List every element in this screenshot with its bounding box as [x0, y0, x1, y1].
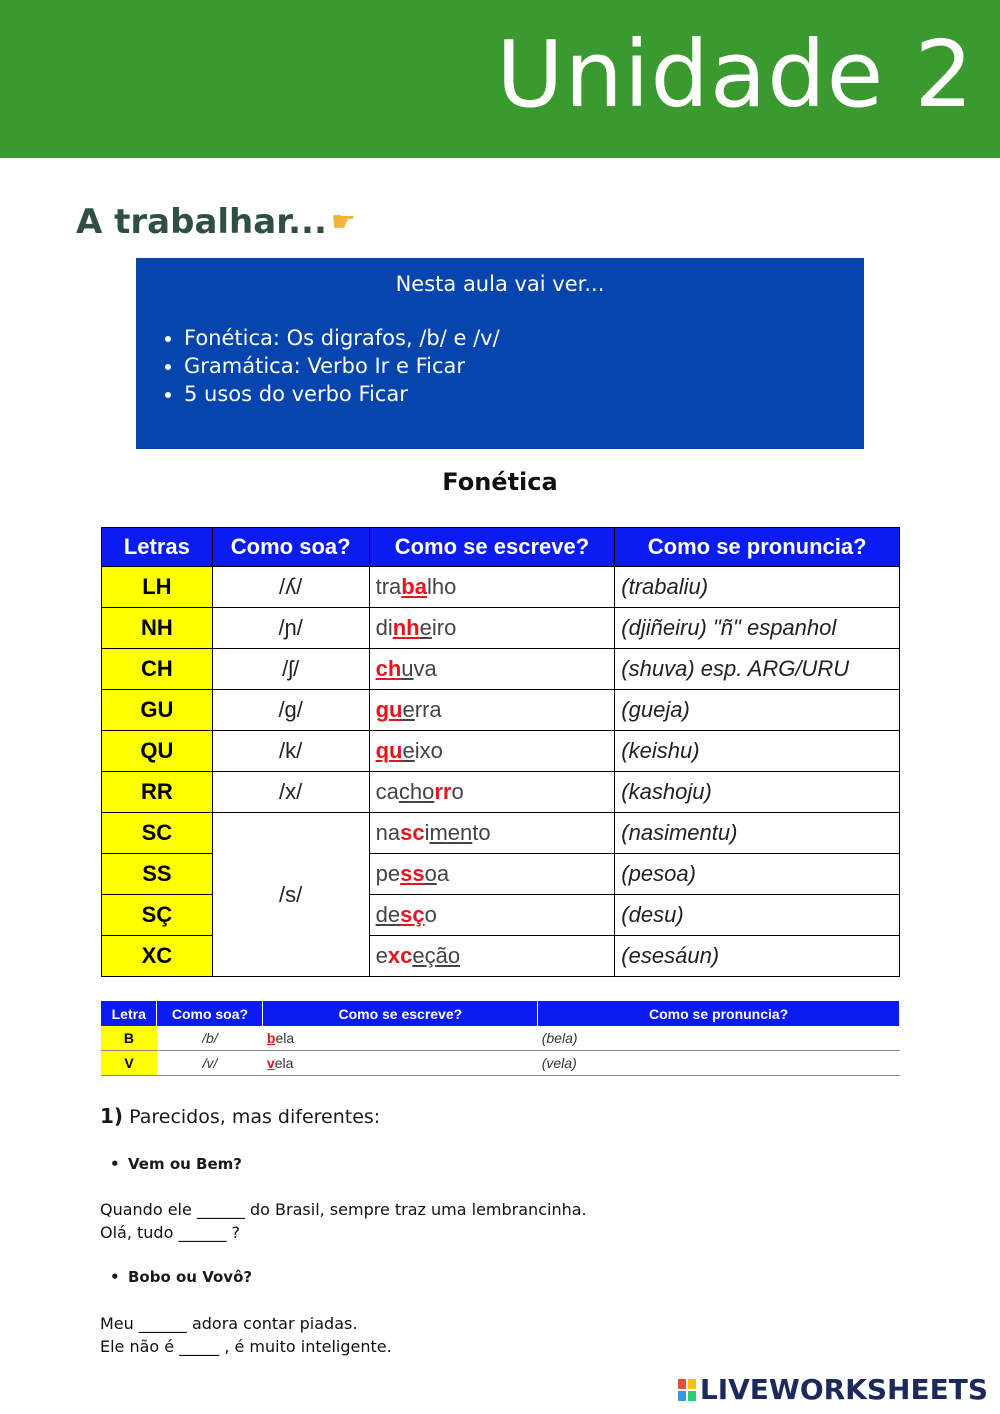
letter-cell: CH [102, 649, 213, 690]
letter-cell: SC [102, 813, 213, 854]
overview-title: Nesta aula vai ver... [395, 272, 605, 296]
spelling-cell: bela [263, 1026, 538, 1051]
letter-cell: V [101, 1051, 157, 1076]
table-header-row [102, 528, 900, 567]
digraph-table [101, 527, 900, 977]
overview-item: • Fonética: Os digrafos, /b/ e /v/ [184, 324, 864, 352]
sound-cell: /g/ [212, 690, 369, 731]
bullet-icon: • [110, 1268, 120, 1286]
unit-title: Unidade 2 [496, 21, 974, 128]
spelling-cell: pessoa [369, 854, 615, 895]
exercise-group-label [110, 1155, 242, 1173]
column-header-sound: Como soa? [212, 528, 369, 567]
header-banner [0, 0, 1000, 158]
pronunciation-cell: (kashoju) [615, 772, 900, 813]
column-header-letter: Letra [101, 1001, 157, 1026]
bullet-icon: • [110, 1155, 120, 1173]
column-header-pronunciation: Como se pronuncia? [615, 528, 900, 567]
letter-cell: SÇ [102, 895, 213, 936]
exercise-sentence: Olá, tudo ______ ? [100, 1223, 241, 1242]
spelling-cell: dinheiro [369, 608, 615, 649]
column-header-pronunciation: Como se pronuncia? [538, 1001, 900, 1026]
spelling-cell: desço [369, 895, 615, 936]
pronunciation-cell: (shuva) esp. ARG/URU [615, 649, 900, 690]
sound-cell: /v/ [157, 1051, 263, 1076]
column-header-letters: Letras [102, 528, 213, 567]
pronunciation-cell: (esesáun) [615, 936, 900, 977]
table-row [102, 567, 900, 608]
spelling-cell: exceção [369, 936, 615, 977]
pronunciation-cell: (desu) [615, 895, 900, 936]
pronunciation-cell: (gueja) [615, 690, 900, 731]
letter-cell: RR [102, 772, 213, 813]
spelling-cell: vela [263, 1051, 538, 1076]
table-row [102, 813, 900, 854]
table-row [102, 608, 900, 649]
overview-list [136, 324, 864, 408]
exercise-number: 1) [100, 1104, 124, 1128]
sound-cell: /k/ [212, 731, 369, 772]
brand-logo [678, 1373, 988, 1406]
sound-cell: /s/ [212, 813, 369, 977]
table-row [101, 1026, 900, 1051]
group-label-text: Vem ou Bem? [128, 1155, 242, 1173]
section-heading [76, 202, 356, 242]
letter-cell: QU [102, 731, 213, 772]
sound-cell: /x/ [212, 772, 369, 813]
spelling-cell: nascimento [369, 813, 615, 854]
exercise-sentence: Meu ______ adora contar piadas. [100, 1314, 358, 1333]
table-row [102, 731, 900, 772]
letter-cell: SS [102, 854, 213, 895]
letter-cell: B [101, 1026, 157, 1051]
pronunciation-cell: (pesoa) [615, 854, 900, 895]
table-row [101, 1051, 900, 1076]
exercise-sentence: Ele não é _____ , é muito inteligente. [100, 1337, 392, 1356]
exercise-heading [100, 1104, 380, 1128]
letter-cell: LH [102, 567, 213, 608]
pronunciation-cell: (bela) [538, 1026, 900, 1051]
brand-name: LIVEWORKSHEETS [699, 1373, 988, 1406]
pronunciation-cell: (trabaliu) [615, 567, 900, 608]
table-row [102, 649, 900, 690]
exercise-sentence: Quando ele ______ do Brasil, sempre traz uma lembrancinha. [100, 1200, 587, 1219]
b-v-table [101, 1001, 900, 1076]
spelling-cell: trabalho [369, 567, 615, 608]
sound-cell: /ʃ/ [212, 649, 369, 690]
sound-cell: /ʎ/ [212, 567, 369, 608]
group-label-text: Bobo ou Vovô? [128, 1268, 253, 1286]
letter-cell: XC [102, 936, 213, 977]
table-row [102, 772, 900, 813]
letter-cell: GU [102, 690, 213, 731]
letter-cell: NH [102, 608, 213, 649]
pointing-hand-icon: ☛ [330, 205, 356, 238]
pronunciation-cell: (vela) [538, 1051, 900, 1076]
table-header-row [101, 1001, 900, 1026]
overview-item: • 5 usos do verbo Ficar [184, 380, 864, 408]
sound-cell: /ɲ/ [212, 608, 369, 649]
pronunciation-cell: (nasimentu) [615, 813, 900, 854]
liveworksheets-logo-icon [678, 1375, 696, 1397]
section-heading-text: A trabalhar... [76, 202, 327, 242]
overview-item: • Gramática: Verbo Ir e Ficar [184, 352, 864, 380]
spelling-cell: cachorro [369, 772, 615, 813]
sound-cell: /b/ [157, 1026, 263, 1051]
pronunciation-cell: (djiñeiru) "ñ" espanhol [615, 608, 900, 649]
spelling-cell: guerra [369, 690, 615, 731]
exercise-title: Parecidos, mas diferentes: [129, 1106, 381, 1128]
column-header-spelling: Como se escreve? [369, 528, 615, 567]
fonetica-title: Fonética [442, 468, 558, 496]
spelling-cell: chuva [369, 649, 615, 690]
table-row [102, 690, 900, 731]
column-header-spelling: Como se escreve? [263, 1001, 538, 1026]
lesson-overview-box [136, 258, 864, 449]
column-header-sound: Como soa? [157, 1001, 263, 1026]
pronunciation-cell: (keishu) [615, 731, 900, 772]
spelling-cell: queixo [369, 731, 615, 772]
exercise-group-label [110, 1268, 252, 1286]
